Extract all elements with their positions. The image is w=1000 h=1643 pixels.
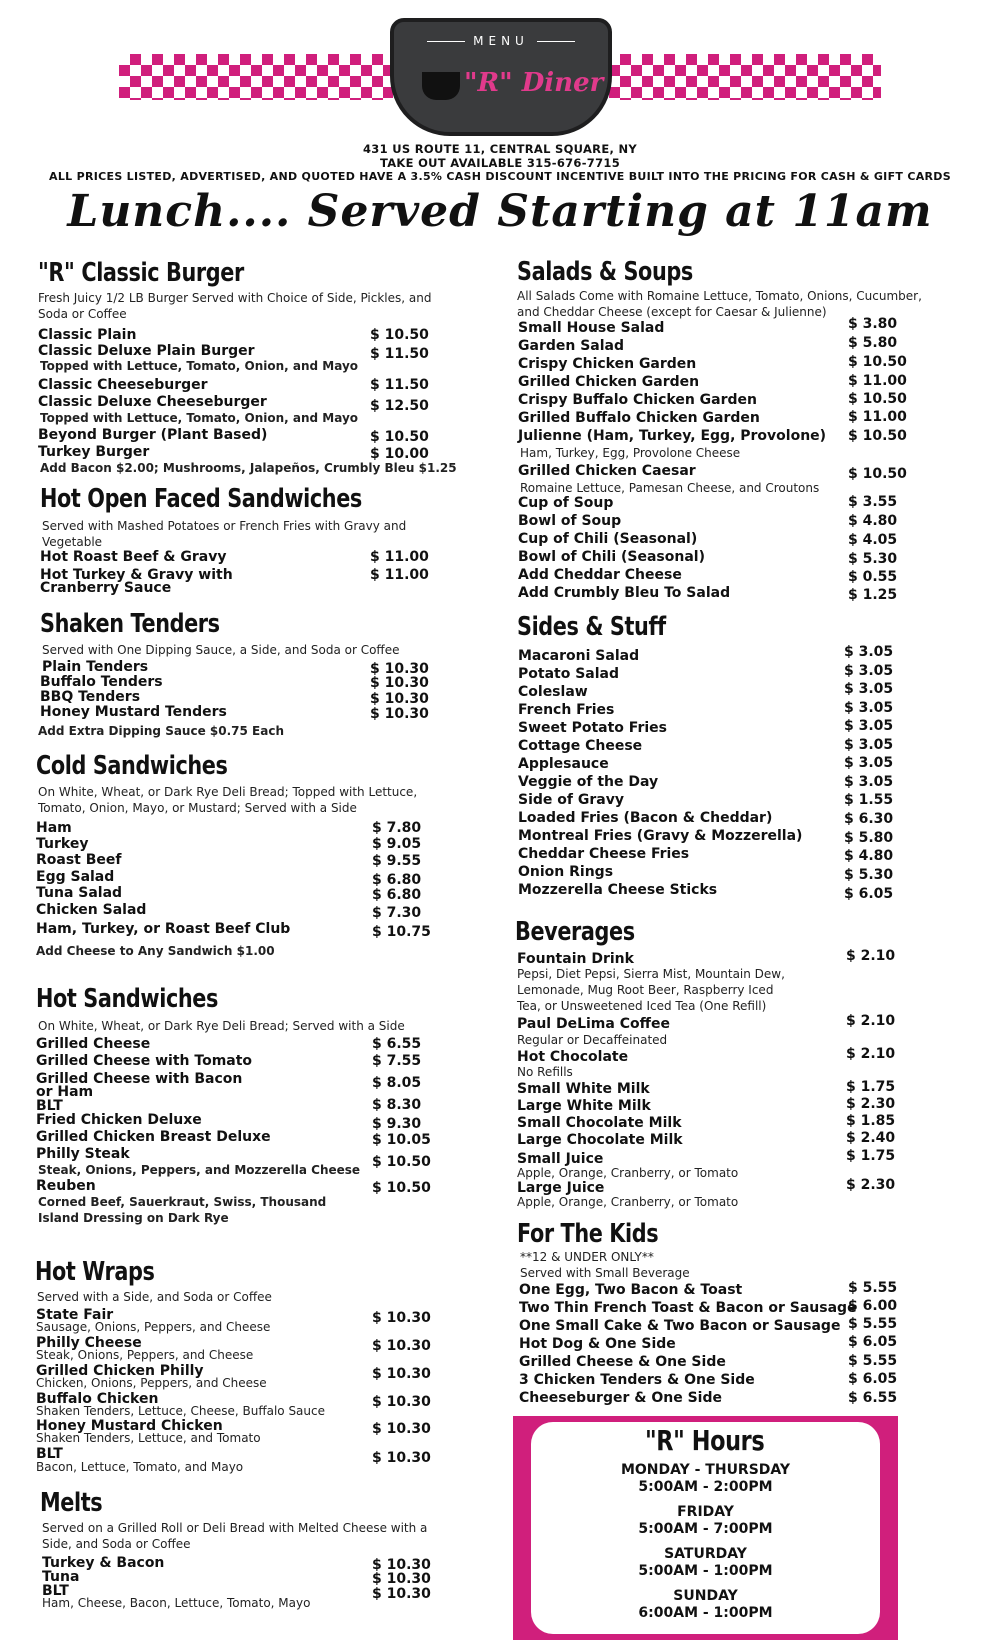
hours-time: 5:00AM - 2:00PM: [638, 1479, 773, 1495]
menu-price: $ 10.50: [372, 1154, 431, 1170]
menu-price: $ 11.00: [848, 409, 907, 425]
menu-price: $ 10.30: [372, 1557, 431, 1573]
cold-extra: Add Cheese to Any Sandwich $1.00: [36, 944, 275, 958]
menu-item: Bowl of Soup: [518, 513, 622, 529]
menu-item: Classic Plain: [38, 327, 137, 343]
menu-item: Grilled Cheese with Bacon: [36, 1071, 243, 1087]
logo-menu-label: MENU: [394, 34, 608, 48]
menu-item: Buffalo Chicken: [36, 1391, 159, 1407]
melts-desc: Served on a Grilled Roll or Deli Bread with Melted Cheese with a Side, and Soda or Coffee: [42, 1521, 428, 1551]
kids-note: **12 & UNDER ONLY**: [520, 1250, 654, 1264]
menu-price: $ 5.30: [844, 867, 894, 883]
menu-item: Hot Turkey & Gravy with: [40, 567, 233, 583]
menu-price: $ 0.55: [848, 569, 898, 585]
menu-price: $ 1.75: [846, 1079, 896, 1095]
menu-item: Hot Chocolate: [517, 1049, 629, 1065]
menu-price: $ 9.05: [372, 836, 422, 852]
menu-price: $ 9.30: [372, 1116, 422, 1132]
menu-item: Cottage Cheese: [518, 738, 643, 754]
menu-price: $ 8.05: [372, 1075, 422, 1091]
menu-price: $ 1.55: [844, 792, 894, 808]
menu-item: Cup of Chili (Seasonal): [518, 531, 698, 547]
menu-price: $ 2.40: [846, 1130, 896, 1146]
menu-item: Fried Chicken Deluxe: [36, 1112, 202, 1128]
hours-day: SATURDAY: [664, 1546, 747, 1562]
menu-item: Crispy Buffalo Chicken Garden: [518, 392, 757, 408]
menu-item: Grilled Cheese & One Side: [519, 1354, 726, 1370]
menu-item: Small White Milk: [517, 1081, 650, 1097]
menu-price: $ 10.30: [372, 1571, 431, 1587]
tenders-title: Shaken Tenders: [40, 609, 220, 639]
menu-item: State Fair: [36, 1307, 114, 1323]
menu-item: Sweet Potato Fries: [518, 720, 667, 736]
menu-item: Buffalo Tenders: [40, 674, 163, 690]
menu-item: Small Juice: [517, 1151, 604, 1167]
menu-item: 3 Chicken Tenders & One Side: [519, 1372, 755, 1388]
tenders-extra: Add Extra Dipping Sauce $0.75 Each: [38, 724, 284, 738]
menu-price: $ 10.30: [372, 1421, 431, 1437]
menu-price: $ 6.30: [844, 811, 894, 827]
menu-item: Hot Dog & One Side: [519, 1336, 676, 1352]
burger-addons: Add Bacon $2.00; Mushrooms, Jalapeños, Crumbly Bleu $1.25: [40, 461, 457, 475]
menu-item: Small House Salad: [518, 320, 665, 336]
menu-item: Applesauce: [518, 756, 609, 772]
menu-item: Reuben: [36, 1178, 96, 1194]
menu-item: Classic Cheeseburger: [38, 377, 208, 393]
menu-item: Ham: [36, 820, 72, 836]
salads-title: Salads & Soups: [517, 257, 693, 287]
menu-item-desc: Chicken, Onions, Peppers, and Cheese: [36, 1376, 267, 1390]
menu-item: Grilled Chicken Philly: [36, 1363, 204, 1379]
menu-price: $ 10.50: [848, 391, 907, 407]
menu-price: $ 10.30: [370, 661, 429, 677]
hours-title: "R" Hours: [645, 1424, 765, 1457]
menu-price: $ 2.10: [846, 1046, 896, 1062]
menu-item: Garden Salad: [518, 338, 624, 354]
menu-price: $ 10.30: [372, 1394, 431, 1410]
menu-price: $ 7.30: [372, 905, 422, 921]
menu-item: Onion Rings: [518, 864, 614, 880]
menu-item: Classic Deluxe Cheeseburger: [38, 394, 267, 410]
checker-band-right: [609, 54, 881, 100]
menu-item: Beyond Burger (Plant Based): [38, 427, 268, 443]
menu-price: $ 2.10: [846, 948, 896, 964]
menu-item-desc: Apple, Orange, Cranberry, or Tomato: [517, 1195, 739, 1209]
menu-price: $ 1.85: [846, 1113, 896, 1129]
menu-item-desc: No Refills: [517, 1065, 573, 1079]
menu-item: Grilled Buffalo Chicken Garden: [518, 410, 760, 426]
menu-item: French Fries: [518, 702, 615, 718]
menu-price: $ 10.30: [370, 675, 429, 691]
menu-price: $ 10.50: [848, 466, 907, 482]
menu-price: $ 9.55: [372, 853, 422, 869]
menu-price: $ 1.25: [848, 587, 898, 603]
menu-price: $ 6.80: [372, 872, 422, 888]
menu-item: Honey Mustard Chicken: [36, 1418, 223, 1434]
menu-price: $ 3.05: [844, 681, 894, 697]
menu-item-desc: Corned Beef, Sauerkraut, Swiss, Thousand: [38, 1195, 327, 1209]
menu-price: $ 10.00: [370, 446, 429, 462]
menu-item: Macaroni Salad: [518, 648, 640, 664]
menu-price: $ 3.55: [848, 494, 898, 510]
menu-item: Grilled Chicken Caesar: [518, 463, 696, 479]
menu-price: $ 10.50: [370, 327, 429, 343]
menu-price: $ 11.00: [848, 373, 907, 389]
menu-item-desc: Topped with Lettuce, Tomato, Onion, and Mayo: [40, 411, 359, 425]
menu-price: $ 10.50: [372, 1180, 431, 1196]
takeout-phone: TAKE OUT AVAILABLE 315-676-7715: [379, 156, 621, 170]
menu-price: $ 3.05: [844, 755, 894, 771]
hours-time: 6:00AM - 1:00PM: [638, 1605, 773, 1621]
menu-item: Cheeseburger & One Side: [519, 1390, 722, 1406]
menu-price: $ 10.30: [370, 691, 429, 707]
menu-item-desc: Lemonade, Mug Root Beer, Raspberry Iced: [517, 983, 774, 997]
menu-price: $ 11.50: [370, 377, 429, 393]
menu-price: $ 5.55: [848, 1280, 898, 1296]
menu-price: $ 3.05: [844, 718, 894, 734]
menu-item-desc: Island Dressing on Dark Rye: [38, 1211, 229, 1225]
menu-price: $ 2.30: [846, 1096, 896, 1112]
address: 431 US ROUTE 11, CENTRAL SQUARE, NY: [362, 142, 637, 156]
menu-item-desc: Ham, Cheese, Bacon, Lettuce, Tomato, Mayo: [42, 1596, 311, 1610]
beverages-title: Beverages: [515, 917, 635, 947]
menu-item: Plain Tenders: [42, 659, 149, 675]
menu-item: Add Crumbly Bleu To Salad: [518, 585, 731, 601]
menu-item: Grilled Cheese: [36, 1036, 151, 1052]
coffee-cup-icon: [422, 72, 460, 100]
menu-item: Small Chocolate Milk: [517, 1115, 682, 1131]
menu-price: $ 6.55: [848, 1390, 898, 1406]
menu-price: $ 5.80: [844, 830, 894, 846]
menu-item-desc: Steak, Onions, Peppers, and Cheese: [36, 1348, 254, 1362]
menu-item: Large White Milk: [517, 1098, 651, 1114]
menu-item: Grilled Chicken Breast Deluxe: [36, 1129, 271, 1145]
menu-price: $ 10.75: [372, 924, 431, 940]
menu-item: Roast Beef: [36, 852, 122, 868]
menu-item: Loaded Fries (Bacon & Cheddar): [518, 810, 773, 826]
hours-day: FRIDAY: [677, 1504, 734, 1520]
wraps-desc: Served with a Side, and Soda or Coffee: [37, 1290, 272, 1304]
logo-badge: [390, 18, 612, 136]
menu-price: $ 3.05: [844, 737, 894, 753]
menu-price: $ 2.30: [846, 1177, 896, 1193]
menu-price: $ 10.30: [372, 1366, 431, 1382]
hot-title: Hot Sandwiches: [36, 984, 218, 1014]
menu-item: Two Thin French Toast & Bacon or Sausage: [519, 1300, 857, 1316]
menu-price: $ 7.80: [372, 820, 422, 836]
menu-price: $ 6.05: [848, 1334, 898, 1350]
menu-price: $ 3.05: [844, 644, 894, 660]
menu-item: Julienne (Ham, Turkey, Egg, Provolone): [518, 428, 827, 444]
menu-item-desc: Shaken Tenders, Lettuce, Cheese, Buffalo Sauce: [36, 1404, 325, 1418]
tenders-desc: Served with One Dipping Sauce, a Side, and Soda or Coffee: [42, 643, 400, 657]
menu-item-desc: Apple, Orange, Cranberry, or Tomato: [517, 1166, 739, 1180]
melts-title: Melts: [40, 1488, 103, 1518]
menu-price: $ 10.30: [372, 1586, 431, 1602]
menu-item: Fountain Drink: [517, 951, 634, 967]
menu-price: $ 5.55: [848, 1353, 898, 1369]
menu-item: BLT: [36, 1098, 63, 1114]
menu-price: $ 5.30: [848, 551, 898, 567]
menu-price: $ 4.80: [848, 513, 898, 529]
pricing-note: ALL PRICES LISTED, ADVERTISED, AND QUOTED HAVE A 3.5% CASH DISCOUNT INCENTIVE BUILT INTO THE PRICING FOR CASH & GIFT CARDS: [49, 170, 951, 183]
menu-item: BBQ Tenders: [40, 689, 141, 705]
menu-item: Turkey & Bacon: [42, 1555, 165, 1571]
menu-item: Side of Gravy: [518, 792, 624, 808]
lunch-banner: Lunch.... Served Starting at 11am: [67, 186, 933, 237]
menu-item: Classic Deluxe Plain Burger: [38, 343, 255, 359]
menu-item: Grilled Cheese with Tomato: [36, 1053, 253, 1069]
menu-item: Turkey: [36, 836, 89, 852]
menu-item: Montreal Fries (Gravy & Mozzerella): [518, 828, 803, 844]
menu-item: Mozzerella Cheese Sticks: [518, 882, 718, 898]
menu-item: Large Juice: [517, 1180, 605, 1196]
hours-day: SUNDAY: [673, 1588, 738, 1604]
hot-desc: On White, Wheat, or Dark Rye Deli Bread; Served with a Side: [38, 1019, 405, 1033]
menu-item-desc: Shaken Tenders, Lettuce, and Tomato: [36, 1431, 261, 1445]
menu-item: Tuna Salad: [36, 885, 123, 901]
menu-item-desc: Pepsi, Diet Pepsi, Sierra Mist, Mountain Dew,: [517, 967, 785, 981]
menu-item: Ham, Turkey, or Roast Beef Club: [36, 921, 291, 937]
kids-title: For The Kids: [517, 1219, 659, 1249]
menu-price: $ 1.75: [846, 1148, 896, 1164]
menu-price: $ 10.30: [372, 1310, 431, 1326]
menu-price: $ 6.80: [372, 887, 422, 903]
menu-item-line2: or Ham: [36, 1084, 94, 1100]
menu-price: $ 5.55: [848, 1316, 898, 1332]
menu-price: $ 4.05: [848, 532, 898, 548]
logo-name: "R" Diner: [464, 68, 604, 98]
menu-item: BLT: [36, 1446, 63, 1462]
menu-item: Chicken Salad: [36, 902, 147, 918]
menu-item: Egg Salad: [36, 869, 115, 885]
salads-desc: All Salads Come with Romaine Lettuce, Tomato, Onions, Cucumber, and Cheddar Cheese (except for Caesar & Julienne): [517, 289, 922, 319]
menu-item: Crispy Chicken Garden: [518, 356, 697, 372]
menu-item: Turkey Burger: [38, 444, 150, 460]
menu-price: $ 7.55: [372, 1053, 422, 1069]
menu-price: $ 6.00: [848, 1298, 898, 1314]
menu-price: $ 8.30: [372, 1097, 422, 1113]
menu-price: $ 3.05: [844, 663, 894, 679]
menu-price: $ 6.05: [848, 1371, 898, 1387]
menu-price: $ 10.30: [370, 706, 429, 722]
menu-item-desc: Tea, or Unsweetened Iced Tea (One Refill): [517, 999, 767, 1013]
menu-price: $ 10.50: [848, 354, 907, 370]
menu-price: $ 3.05: [844, 700, 894, 716]
menu-price: $ 10.30: [372, 1450, 431, 1466]
hours-time: 5:00AM - 7:00PM: [638, 1521, 773, 1537]
menu-item: Philly Steak: [36, 1146, 130, 1162]
menu-item: Cup of Soup: [518, 495, 614, 511]
burger-title: "R" Classic Burger: [38, 258, 244, 288]
menu-price: $ 12.50: [370, 398, 429, 414]
kids-note: Served with Small Beverage: [520, 1266, 690, 1280]
menu-item: Honey Mustard Tenders: [40, 704, 227, 720]
menu-item: Potato Salad: [518, 666, 620, 682]
sides-title: Sides & Stuff: [517, 612, 666, 642]
menu-item: Tuna: [42, 1569, 80, 1585]
menu-price: $ 10.30: [372, 1338, 431, 1354]
menu-item: Cheddar Cheese Fries: [518, 846, 690, 862]
menu-item: Paul DeLima Coffee: [517, 1016, 670, 1032]
menu-item: Add Cheddar Cheese: [518, 567, 682, 583]
menu-item-desc: Bacon, Lettuce, Tomato, and Mayo: [36, 1460, 244, 1474]
menu-item: Veggie of the Day: [518, 774, 659, 790]
menu-price: $ 11.00: [370, 567, 429, 583]
menu-item: Coleslaw: [518, 684, 588, 700]
menu-price: $ 6.05: [844, 886, 894, 902]
checker-band-left: [119, 54, 393, 100]
menu-item-desc: Steak, Onions, Peppers, and Mozzerella Cheese: [38, 1163, 361, 1177]
menu-item-desc: Regular or Decaffeinated: [517, 1033, 668, 1047]
hot-open-desc: Served with Mashed Potatoes or French Fries with Gravy and Vegetable: [42, 519, 407, 549]
cold-title: Cold Sandwiches: [36, 751, 228, 781]
menu-item: Grilled Chicken Garden: [518, 374, 700, 390]
menu-item: Large Chocolate Milk: [517, 1132, 683, 1148]
menu-item-desc: Romaine Lettuce, Pamesan Cheese, and Croutons: [520, 481, 820, 495]
menu-price: $ 10.05: [372, 1132, 431, 1148]
menu-item: One Small Cake & Two Bacon or Sausage: [519, 1318, 841, 1334]
menu-price: $ 4.80: [844, 848, 894, 864]
menu-price: $ 11.50: [370, 346, 429, 362]
menu-price: $ 5.80: [848, 335, 898, 351]
menu-item-line2: Cranberry Sauce: [40, 580, 172, 596]
menu-item: One Egg, Two Bacon & Toast: [519, 1282, 743, 1298]
menu-price: $ 3.80: [848, 316, 898, 332]
menu-price: $ 2.10: [846, 1013, 896, 1029]
menu-price: $ 3.05: [844, 774, 894, 790]
wraps-title: Hot Wraps: [35, 1257, 155, 1287]
menu-price: $ 10.50: [848, 428, 907, 444]
menu-item: Philly Cheese: [36, 1335, 142, 1351]
menu-item: Bowl of Chili (Seasonal): [518, 549, 705, 565]
menu-price: $ 10.50: [370, 429, 429, 445]
hours-time: 5:00AM - 1:00PM: [638, 1563, 773, 1579]
hours-day: MONDAY - THURSDAY: [620, 1462, 791, 1478]
menu-item: Hot Roast Beef & Gravy: [40, 549, 227, 565]
menu-item-desc: Sausage, Onions, Peppers, and Cheese: [36, 1320, 271, 1334]
cold-desc: On White, Wheat, or Dark Rye Deli Bread; Topped with Lettuce, Tomato, Onion, Mayo, or Mustard; Served with a Side: [38, 785, 418, 815]
menu-price: $ 11.00: [370, 549, 429, 565]
menu-item-desc: Topped with Lettuce, Tomato, Onion, and Mayo: [40, 359, 359, 373]
menu-price: $ 6.55: [372, 1036, 422, 1052]
menu-item-desc: Ham, Turkey, Egg, Provolone Cheese: [520, 446, 741, 460]
menu-item: BLT: [42, 1583, 69, 1599]
hot-open-title: Hot Open Faced Sandwiches: [40, 484, 362, 514]
burger-desc: Fresh Juicy 1/2 LB Burger Served with Choice of Side, Pickles, and Soda or Coffee: [38, 291, 432, 321]
